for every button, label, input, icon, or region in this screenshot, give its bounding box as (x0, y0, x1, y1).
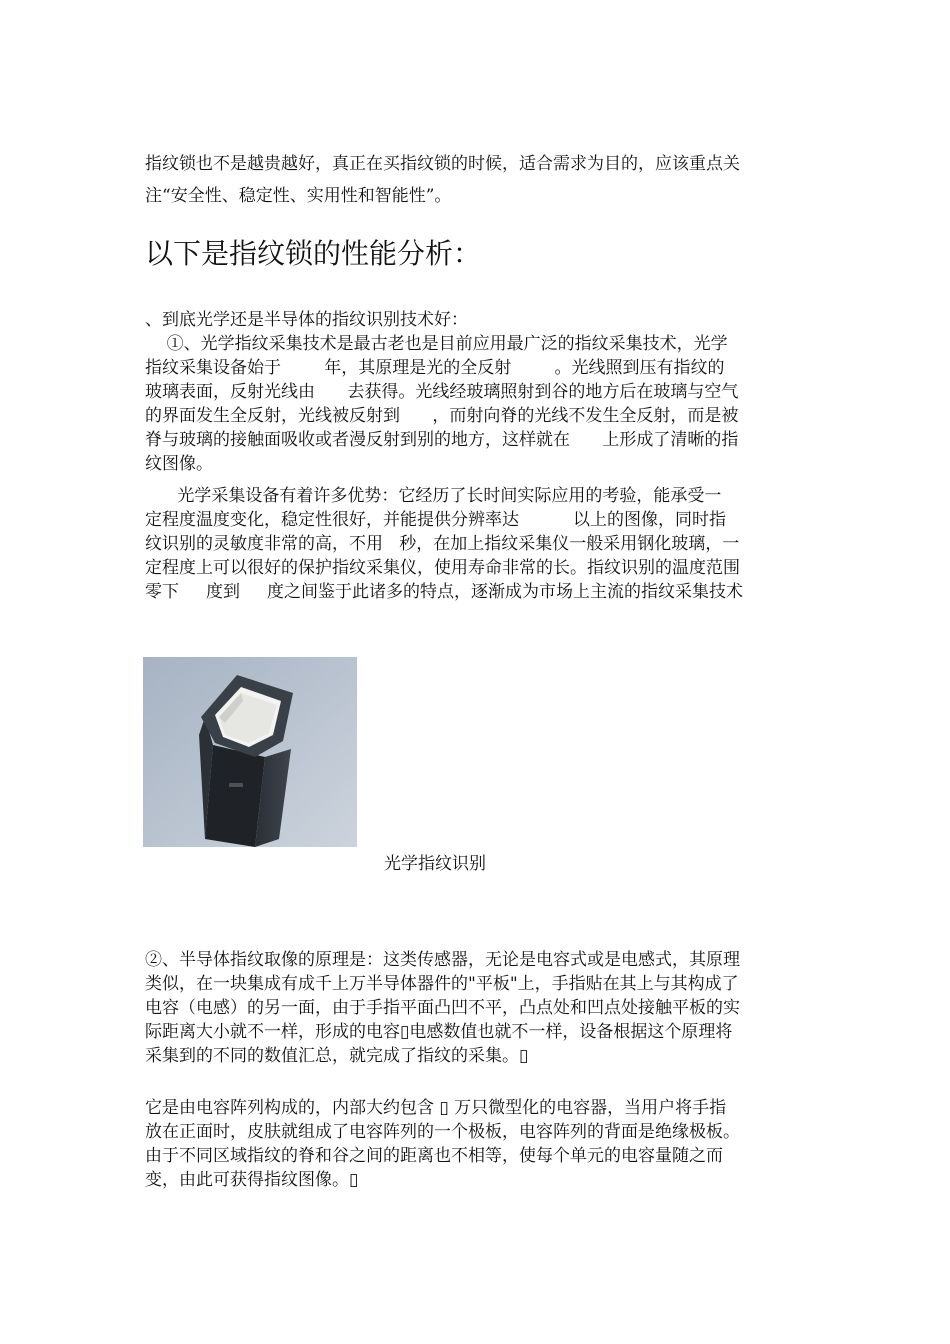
text-line: 光学采集设备有着许多优势：它经历了长时间实际应用的考验，能承受一 (145, 486, 722, 506)
advantages-paragraph (145, 484, 810, 604)
semiconductor-paragraph (145, 948, 810, 1068)
text-line: 它是由电容阵列构成的，内部大约包含 ▯ 万只微型化的电容器，当用户将手指 (145, 1098, 727, 1118)
text-line: ②、半导体指纹取像的原理是：这类传感器，无论是电容式或是电感式，其原理 (145, 950, 740, 970)
section-title-text: 、到底光学还是半导体的指纹识别技术好： (145, 310, 468, 330)
text-line: 由于不同区域指纹的脊和谷之间的距离也不相等，使每个单元的电容量随之而 (145, 1146, 723, 1166)
text-line: 注“安全性、稳定性、实用性和智能性”。 (145, 186, 452, 206)
capacitor-paragraph (145, 1096, 810, 1192)
section-title (145, 308, 810, 332)
text-line: 定程度温度变化，稳定性很好，并能提供分辨率达 以上的图像，同时指 (145, 510, 727, 530)
page-heading: 以下是指纹锁的性能分析： (145, 237, 482, 270)
text-line: 纹识别的灵敏度非常的高，不用 秒，在加上指纹采集仪一般采用钢化玻璃，一 (145, 534, 740, 554)
text-line: 纹图像。 (145, 454, 213, 474)
text-line: 玻璃表面，反射光线由 去获得。光线经玻璃照射到谷的地方后在玻璃与空气 (145, 382, 739, 402)
text-line: 际距离大小就不一样，形成的电容▯电感数值也就不一样，设备根据这个原理将 (145, 1022, 733, 1042)
text-line: 电容（电感）的另一面，由于手指平面凸凹不平，凸点处和凹点处接触平板的实 (145, 998, 740, 1018)
text-line: 零下 度到 度之间鉴于此诸多的特点，逐渐成为市场上主流的指纹采集技术 (145, 582, 744, 602)
figure-caption: 光学指纹识别 (384, 854, 486, 874)
text-line: 放在正面时，皮肤就组成了电容阵列的一个极板，电容阵列的背面是绝缘极板。 (145, 1122, 740, 1142)
text-line: 采集到的不同的数值汇总，就完成了指纹的采集。▯ (145, 1046, 529, 1066)
optical-sensor-photo (143, 657, 357, 847)
text-line: 变，由此可获得指纹图像。▯ (145, 1170, 359, 1190)
text-line: 类似，在一块集成有成千上万半导体器件的"平板"上，手指贴在其上与其构成了 (145, 974, 739, 994)
text-line: 指纹采集设备始于 年，其原理是光的全反射 。光线照到压有指纹的 (145, 358, 725, 378)
text-line: ①、光学指纹采集技术是最古老也是目前应用最广泛的指纹采集技术，光学 (145, 334, 728, 354)
optical-sensor-illustration (143, 657, 357, 847)
text-line: 指纹锁也不是越贵越好，真正在买指纹锁的时候，适合需求为目的，应该重点关 (145, 154, 740, 174)
optical-paragraph (145, 332, 810, 476)
text-line: 的界面发生全反射，光线被反射到 ，而射向脊的光线不发生全反射，而是被 (145, 406, 739, 426)
intro-paragraph (145, 148, 810, 212)
text-line: 脊与玻璃的接触面吸收或者漫反射到别的地方，这样就在 上形成了清晰的指 (145, 430, 739, 450)
text-line: 定程度上可以很好的保护指纹采集仪，使用寿命非常的长。指纹识别的温度范围 (145, 558, 740, 578)
